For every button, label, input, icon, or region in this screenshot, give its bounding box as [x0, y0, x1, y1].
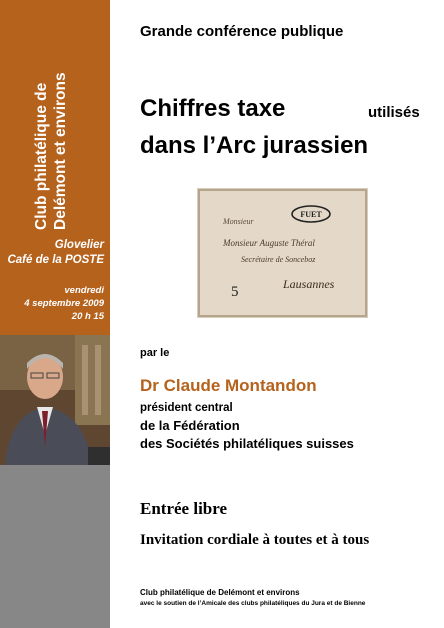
- speaker-intro: par le: [140, 347, 170, 359]
- letter-address-line2: Secrétaire de Sonceboz: [241, 255, 316, 264]
- letter-tax-mark: 5: [231, 284, 239, 300]
- speaker-role-2: de la Fédération: [140, 418, 240, 433]
- date-full: 4 septembre 2009: [24, 298, 104, 309]
- speaker-name: Dr Claude Montandon: [140, 376, 317, 395]
- letter-salutation: Monsieur: [223, 217, 254, 226]
- speaker-photo: [0, 335, 110, 465]
- letter-city: Lausannes: [283, 277, 335, 291]
- invitation-text: Invitation cordiale à toutes et à tous: [140, 532, 370, 548]
- club-name-line1: Club philatélique de: [33, 82, 50, 230]
- club-name-line2: Delémont et environs: [52, 72, 69, 230]
- event-title-line2: dans l’Arc jurassien: [140, 132, 369, 159]
- letter-address-line1: Monsieur Auguste Théral: [223, 238, 315, 248]
- entry-info: Entrée libre: [140, 499, 228, 518]
- footer-support: avec le soutien de l’Amicale des clubs philatéliques du Jura et de Bienne: [140, 600, 366, 607]
- club-name-vertical: [6, 10, 102, 230]
- venue-place: Glovelier: [54, 239, 104, 251]
- historic-letter-image: [197, 188, 368, 318]
- date-day: vendredi: [64, 285, 104, 296]
- date-time: 20 h 15: [71, 311, 104, 322]
- event-title-part1: Chiffres taxe: [140, 95, 286, 122]
- venue-cafe: Café de la POSTE: [7, 254, 104, 266]
- speaker-role-3: des Sociétés philatéliques suisses: [140, 436, 354, 451]
- sidebar-bottom-panel: [0, 465, 110, 628]
- footer-club: Club philatélique de Delémont et environs: [140, 588, 300, 597]
- event-title-part2: utilisés: [368, 104, 420, 121]
- event-type: Grande conférence publique: [140, 23, 344, 40]
- speaker-role-1: président central: [140, 402, 233, 414]
- sidebar-top-panel: [0, 0, 110, 335]
- letter-stamp: FUET: [300, 210, 322, 219]
